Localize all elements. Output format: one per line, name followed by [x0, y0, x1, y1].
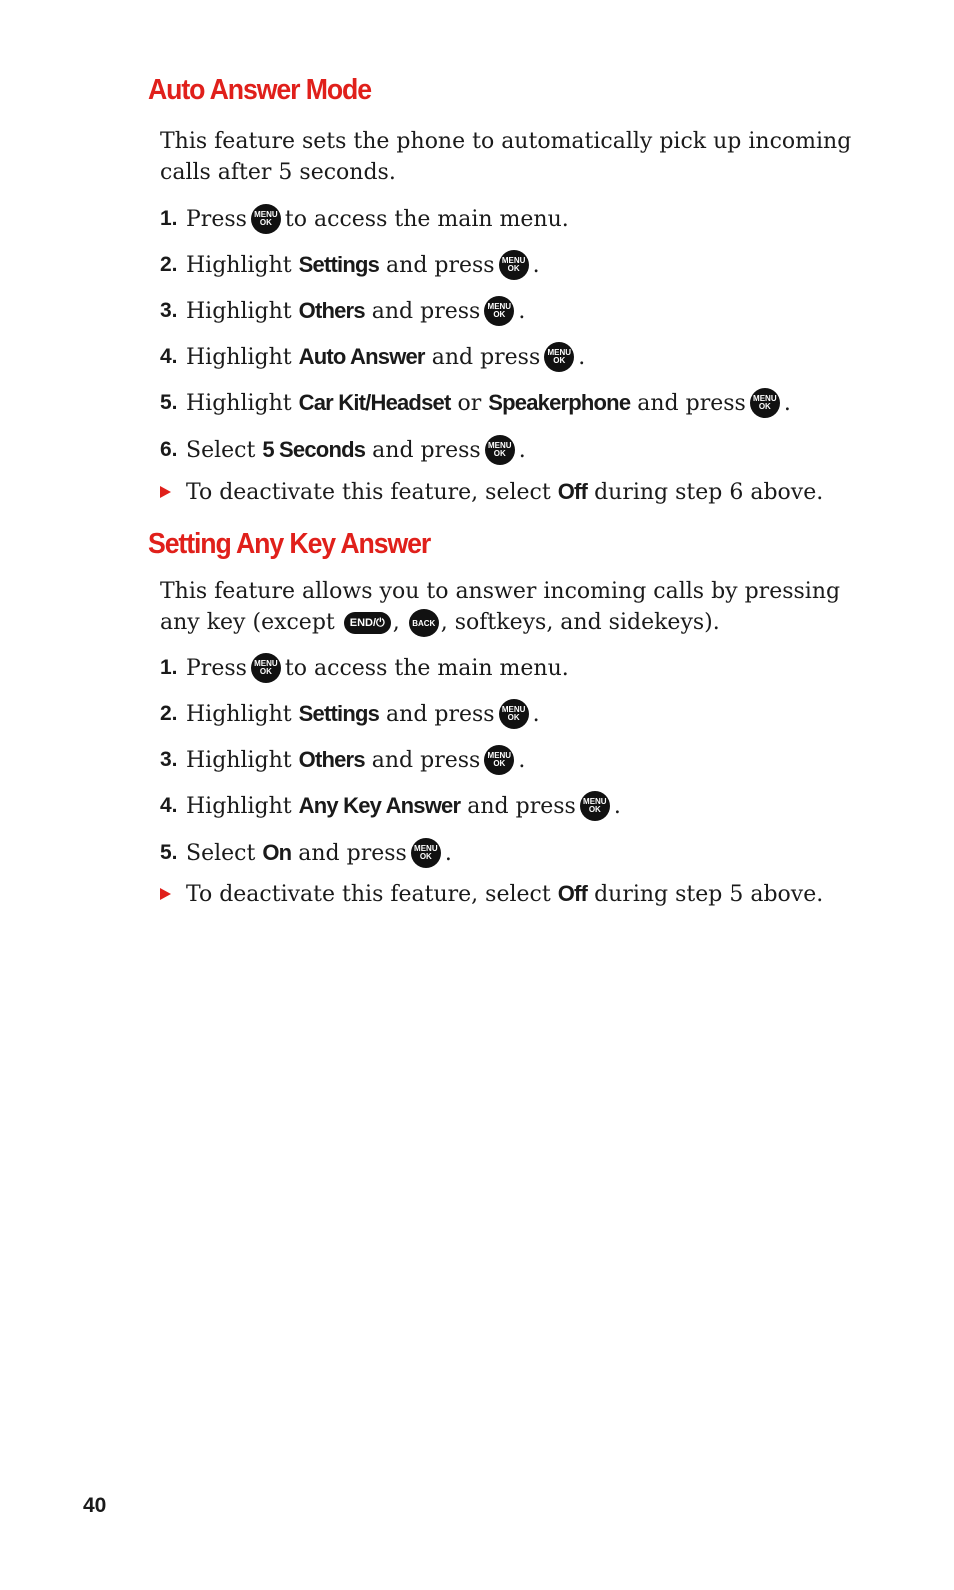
step-text: to access the main menu. [284, 206, 569, 232]
menu-item-5-seconds: 5 Seconds [262, 437, 366, 462]
step-text: Select [186, 840, 256, 866]
step-number: 2. [160, 702, 178, 725]
menu-item-off: Off [557, 479, 588, 504]
step-number: 3. [160, 748, 178, 771]
step-text: Select [186, 437, 256, 463]
step-text: to access the main menu. [284, 655, 569, 681]
step-text: Highlight [186, 390, 292, 416]
step-text: Press [186, 206, 247, 232]
auto-answer-step-4 [160, 341, 585, 373]
step-period: . [613, 793, 621, 819]
step-period: . [578, 344, 586, 370]
step-number: 1. [160, 656, 178, 679]
step-text: Highlight [186, 793, 292, 819]
end-power-key-icon: END/⏻ [344, 612, 391, 634]
step-text: and press [371, 747, 481, 773]
auto-answer-step-3 [160, 295, 525, 327]
any-key-step-1 [160, 652, 569, 684]
triangle-bullet-icon [160, 888, 171, 900]
auto-answer-step-2 [160, 249, 540, 281]
menu-item-settings: Settings [298, 252, 380, 277]
any-key-step-2 [160, 698, 540, 730]
menu-ok-key-icon: MENU OK [411, 838, 441, 868]
menu-ok-key-icon: MENU OK [544, 342, 574, 372]
step-text: and press [637, 390, 746, 416]
any-key-step-4 [160, 790, 621, 822]
triangle-bullet-icon [160, 486, 171, 498]
any-key-intro [160, 576, 860, 638]
back-key-icon: BACK [409, 609, 439, 637]
step-text: Highlight [186, 344, 292, 370]
menu-ok-key-icon: MENU OK [251, 653, 281, 683]
menu-ok-key-icon: MENU OK [499, 699, 529, 729]
menu-item-any-key-answer: Any Key Answer [298, 793, 461, 818]
step-text: and press [371, 298, 481, 324]
step-number: 6. [160, 438, 178, 461]
step-text: and press [372, 437, 481, 463]
step-period: . [444, 840, 452, 866]
section-title-auto-answer-mode: Auto Answer Mode [148, 74, 371, 106]
page-number: 40 [83, 1494, 107, 1517]
step-text: Highlight [186, 252, 292, 278]
step-text: Highlight [186, 747, 292, 773]
step-period: . [518, 747, 526, 773]
step-text: Highlight [186, 701, 292, 727]
intro-separator: , [392, 610, 400, 635]
menu-item-car-kit-headset: Car Kit/Headset [298, 390, 451, 415]
menu-ok-key-icon: MENU OK [484, 745, 514, 775]
step-number: 4. [160, 345, 178, 368]
menu-item-speakerphone: Speakerphone [488, 390, 631, 415]
menu-ok-key-icon: MENU OK [580, 791, 610, 821]
step-period: . [532, 701, 540, 727]
step-period: . [518, 437, 526, 463]
step-period: . [783, 390, 791, 416]
any-key-step-3 [160, 744, 525, 776]
step-number: 5. [160, 391, 178, 414]
menu-ok-key-icon: MENU OK [484, 296, 514, 326]
step-text: Highlight [186, 298, 292, 324]
tip-text: To deactivate this feature, select [186, 881, 551, 907]
menu-item-others: Others [298, 298, 365, 323]
menu-item-on: On [262, 840, 292, 865]
step-period: . [532, 252, 540, 278]
auto-answer-step-5 [160, 387, 791, 419]
any-key-step-5 [160, 837, 452, 869]
intro-text: This feature allows you to answer incoming calls by pressing any key (except [160, 579, 841, 635]
menu-ok-key-icon: MENU OK [750, 388, 780, 418]
menu-ok-key-icon: MENU OK [251, 204, 281, 234]
tip-text: during step 6 above. [594, 479, 824, 505]
step-number: 4. [160, 794, 178, 817]
step-number: 1. [160, 207, 178, 230]
any-key-tip [160, 878, 823, 910]
menu-ok-key-icon: MENU OK [485, 435, 515, 465]
auto-answer-step-6 [160, 434, 526, 466]
step-number: 3. [160, 299, 178, 322]
step-number: 5. [160, 841, 178, 864]
step-period: . [518, 298, 526, 324]
step-text: and press [298, 840, 407, 866]
menu-ok-key-icon: MENU OK [499, 250, 529, 280]
section-title-setting-any-key-answer: Setting Any Key Answer [148, 528, 431, 560]
auto-answer-intro: This feature sets the phone to automatically pick up incoming calls after 5 seconds. [160, 129, 852, 185]
step-text: and press [386, 701, 495, 727]
tip-text: during step 5 above. [594, 881, 824, 907]
menu-item-off: Off [557, 881, 588, 906]
intro-text: , softkeys, and sidekeys). [440, 610, 720, 635]
step-text: and press [431, 344, 541, 370]
menu-item-others: Others [298, 747, 365, 772]
step-number: 2. [160, 253, 178, 276]
step-text: or [457, 390, 482, 416]
auto-answer-step-1 [160, 203, 569, 235]
menu-item-auto-answer: Auto Answer [298, 344, 425, 369]
step-text: and press [467, 793, 576, 819]
tip-text: To deactivate this feature, select [186, 479, 551, 505]
menu-item-settings: Settings [298, 701, 380, 726]
step-text: Press [186, 655, 247, 681]
auto-answer-tip [160, 476, 823, 508]
step-text: and press [386, 252, 495, 278]
